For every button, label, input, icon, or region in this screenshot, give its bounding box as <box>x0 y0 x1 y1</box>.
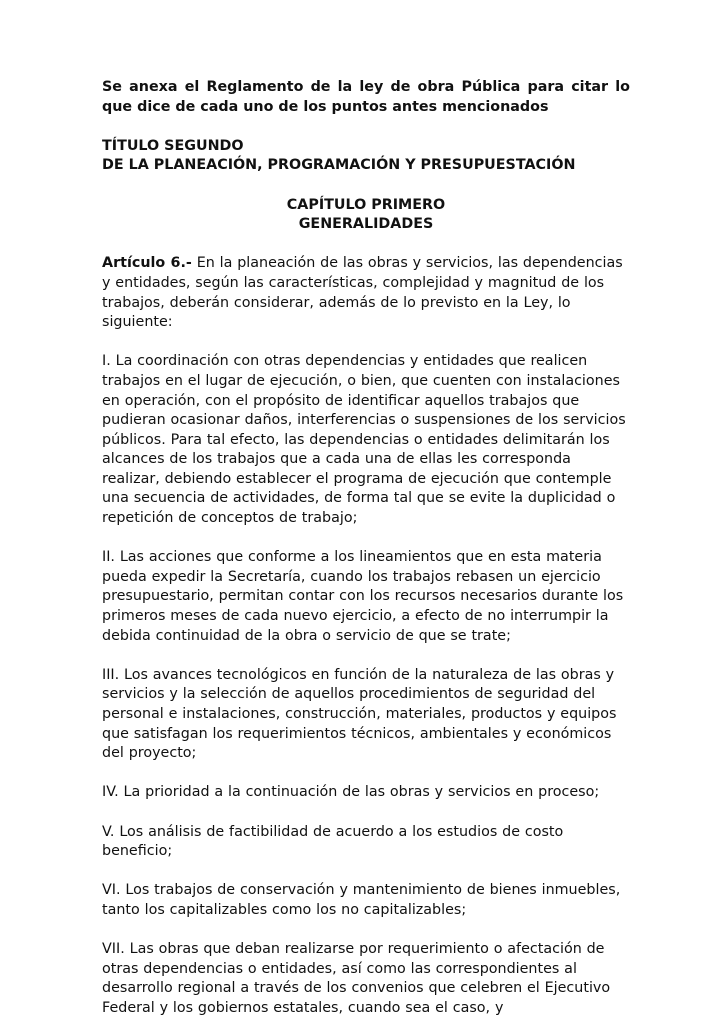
fraction-paragraph-iv: IV. La prioridad a la continuación de las obras y servicios en proceso; <box>102 784 600 801</box>
article-paragraph <box>102 254 630 332</box>
article-label: Artículo 6.- <box>102 255 192 272</box>
spacer <box>102 117 630 137</box>
fraction-paragraph-vi: VI. Los trabajos de conservación y mantenimiento de bienes inmuebles, tanto los capitalizables como los no capitalizables; <box>102 882 621 918</box>
spacer <box>102 529 630 549</box>
fraction-paragraph-ii: II. Las acciones que conforme a los lineamientos que en esta materia pueda expedir la Secretaría, cuando los trabajos rebasen un ejercicio presupuestario, permitan contar con los recursos necesarios durante los primeros meses de cada nuevo ejercicio, a efecto de no interrumpir la debida continuidad de la obra o servicio de que se trate; <box>102 549 624 644</box>
spacer <box>102 646 630 666</box>
spacer <box>102 921 630 941</box>
title-heading: TÍTULO SEGUNDO <box>102 137 244 154</box>
chapter-name-heading: GENERALIDADES <box>298 216 434 233</box>
spacer <box>102 176 630 196</box>
fraction-paragraph-i: I. La coordinación con otras dependencias y entidades que realicen trabajos en el lugar de ejecución, o bien, que cuenten con instalaciones en operación, con el propósito de identificar aquellos trabajos que pudieran ocasionar daños, interferencias o suspensiones de los servicios públicos. Para tal efecto, las dependencias o entidades delimitarán los alcances de los trabajos que a cada una de ellas les corresponda realizar, debiendo establecer el programa de ejecución que contemple una secuencia de actividades, de forma tal que se evite la duplicidad o repetición de conceptos de trabajo; <box>102 353 626 527</box>
title-name-heading: DE LA PLANEACIÓN, PROGRAMACIÓN Y PRESUPUESTACIÓN <box>102 157 576 174</box>
spacer <box>102 764 630 784</box>
fraction-paragraph-v: V. Los análisis de factibilidad de acuerdo a los estudios de costo beneficio; <box>102 823 564 860</box>
article-text: En la planeación de las obras y servicios, las dependencias y entidades, según las características, complejidad y magnitud de los trabajos, deberán considerar, además de lo previsto en la Ley, lo siguiente: <box>102 255 623 331</box>
fraction-paragraph-vii: VII. Las obras que deban realizarse por requerimiento o afectación de otras dependencias o entidades, así como las correspondientes al desarrollo regional a través de los convenios que celebren el Ejecutivo Federal y los gobiernos estatales, cuando sea el caso, y <box>102 941 611 1016</box>
spacer <box>102 803 630 823</box>
chapter-heading: CAPÍTULO PRIMERO <box>286 196 446 213</box>
spacer <box>102 235 630 255</box>
intro-paragraph: Se anexa el Reglamento de la ley de obra Pública para citar lo que dice de cada uno de los puntos antes mencionados <box>102 79 630 115</box>
fraction-paragraph-iii: III. Los avances tecnológicos en función de la naturaleza de las obras y servicios y la selección de aquellos procedimientos de seguridad del personal e instalaciones, construcción, materiales, productos y equipos que satisfagan los requerimientos técnicos, ambientales y económicos del proyecto; <box>102 666 617 762</box>
spacer <box>102 862 630 882</box>
spacer <box>102 333 630 353</box>
